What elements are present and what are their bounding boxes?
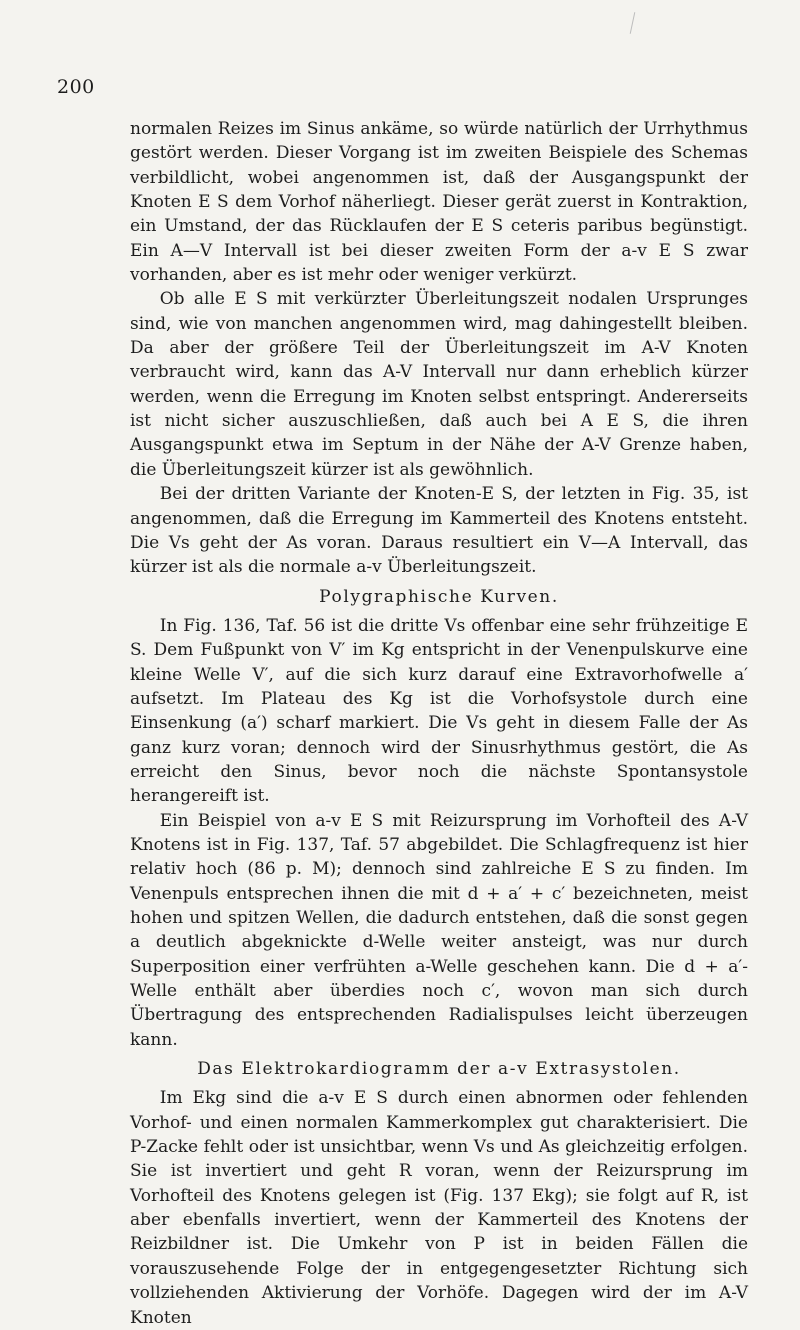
paragraph: Ein Beispiel von a-v E S mit Reizursprung im Vorhofteil des A-V Knotens ist in Fig. 137, Taf. 57 abgebildet. Die Schlagfrequenz ist hier relativ hoch (86 p. M); dennoch sind zahlreiche E S zu finden. Im Venenpuls entsprechen ihnen die mit d + a′ + c′ bezeichneten, meist hohen und spitzen Wellen, die dadurch entstehen, daß die sonst gegen a deutlich abgeknickte d-Welle weiter ansteigt, was nur durch Superposition einer verfrühten a-Welle geschehen kann. Die d + a′-Welle enthält aber überdies noch c′, wovon man sich durch Übertragung des entsprechenden Radialispulses leicht überzeugen kann.: [130, 810, 748, 1050]
paragraph: Bei der dritten Variante der Knoten-E S, der letzten in Fig. 35, ist angenommen, daß die Erregung im Kammerteil des Knotens entsteht. Die Vs geht der As voran. Daraus resultiert ein V—A Intervall, das kürzer ist als die normale a-v Überleitungszeit.: [130, 484, 748, 578]
paragraph: In Fig. 136, Taf. 56 ist die dritte Vs offenbar eine sehr frühzeitige E S. Dem Fußpunkt von V′ im Kg entspricht in der Venenpulskurve eine kleine Welle V′, auf die sich kurz darauf eine Extravorhofwelle a′ aufsetzt. Im Plateau des Kg ist die Vorhofsystole durch eine Einsenkung (a′) scharf markiert. Die Vs geht in diesem Falle der As ganz kurz voran; dennoch wird der Sinusrhythmus gestört, die As erreicht den Sinus, bevor noch die nächste Spontansystole herangereift ist.: [130, 615, 748, 807]
body-text: [130, 117, 748, 1330]
section-heading-ecg: Das Elektrokardiogramm der a-v Extrasystolen.: [197, 1059, 681, 1080]
paragraph: Im Ekg sind die a-v E S durch einen abnormen oder fehlenden Vorhof- und einen normalen Kammerkomplex gut charakterisiert. Die P-Zacke fehlt oder ist unsichtbar, wenn Vs und As gleichzeitig erfolgen. Sie ist invertiert und geht R voran, wenn der Reizursprung im Vorhofteil des Knotens gelegen ist (Fig. 137 Ekg); sie folgt auf R, ist aber ebenfalls invertiert, wenn der Kammerteil des Knotens der Reizbildner ist. Die Umkehr von P ist in beiden Fällen die vorauszusehende Folge der in entgegengesetzter Richtung sich vollziehenden Aktivierung der Vorhöfe. Dagegen wird der im A-V Knoten: [130, 1088, 748, 1328]
page-number: 200: [57, 76, 95, 98]
section-heading-polygraphic: Polygraphische Kurven.: [319, 586, 559, 607]
paragraph-continuation: normalen Reizes im Sinus ankäme, so würde natürlich der Urrhythmus gestört werden. Dieser Vorgang ist im zweiten Beispiele des Schemas verbildlicht, wobei angenommen ist, daß der Ausgangspunkt der Knoten E S dem Vorhof näherliegt. Dieser gerät zuerst in Kontraktion, ein Umstand, der das Rücklaufen der E S ceteris paribus begünstigt. Ein A—V Intervall ist bei dieser zweiten Form der a-v E S zwar vorhanden, aber es ist mehr oder weniger verkürzt.: [130, 119, 748, 286]
pencil-mark: [630, 12, 636, 34]
paragraph: Ob alle E S mit verkürzter Überleitungszeit nodalen Ursprunges sind, wie von manchen angenommen wird, mag dahingestellt bleiben. Da aber der größere Teil der Überleitungszeit im A-V Knoten verbraucht wird, kann das A-V Intervall nur dann erheblich kürzer werden, wenn die Erregung im Knoten selbst entspringt. Andererseits ist nicht sicher auszuschließen, daß auch bei A E S, die ihren Ausgangspunkt etwa im Septum in der Nähe der A-V Grenze haben, die Überleitungszeit kürzer ist als gewöhnlich.: [130, 289, 748, 480]
